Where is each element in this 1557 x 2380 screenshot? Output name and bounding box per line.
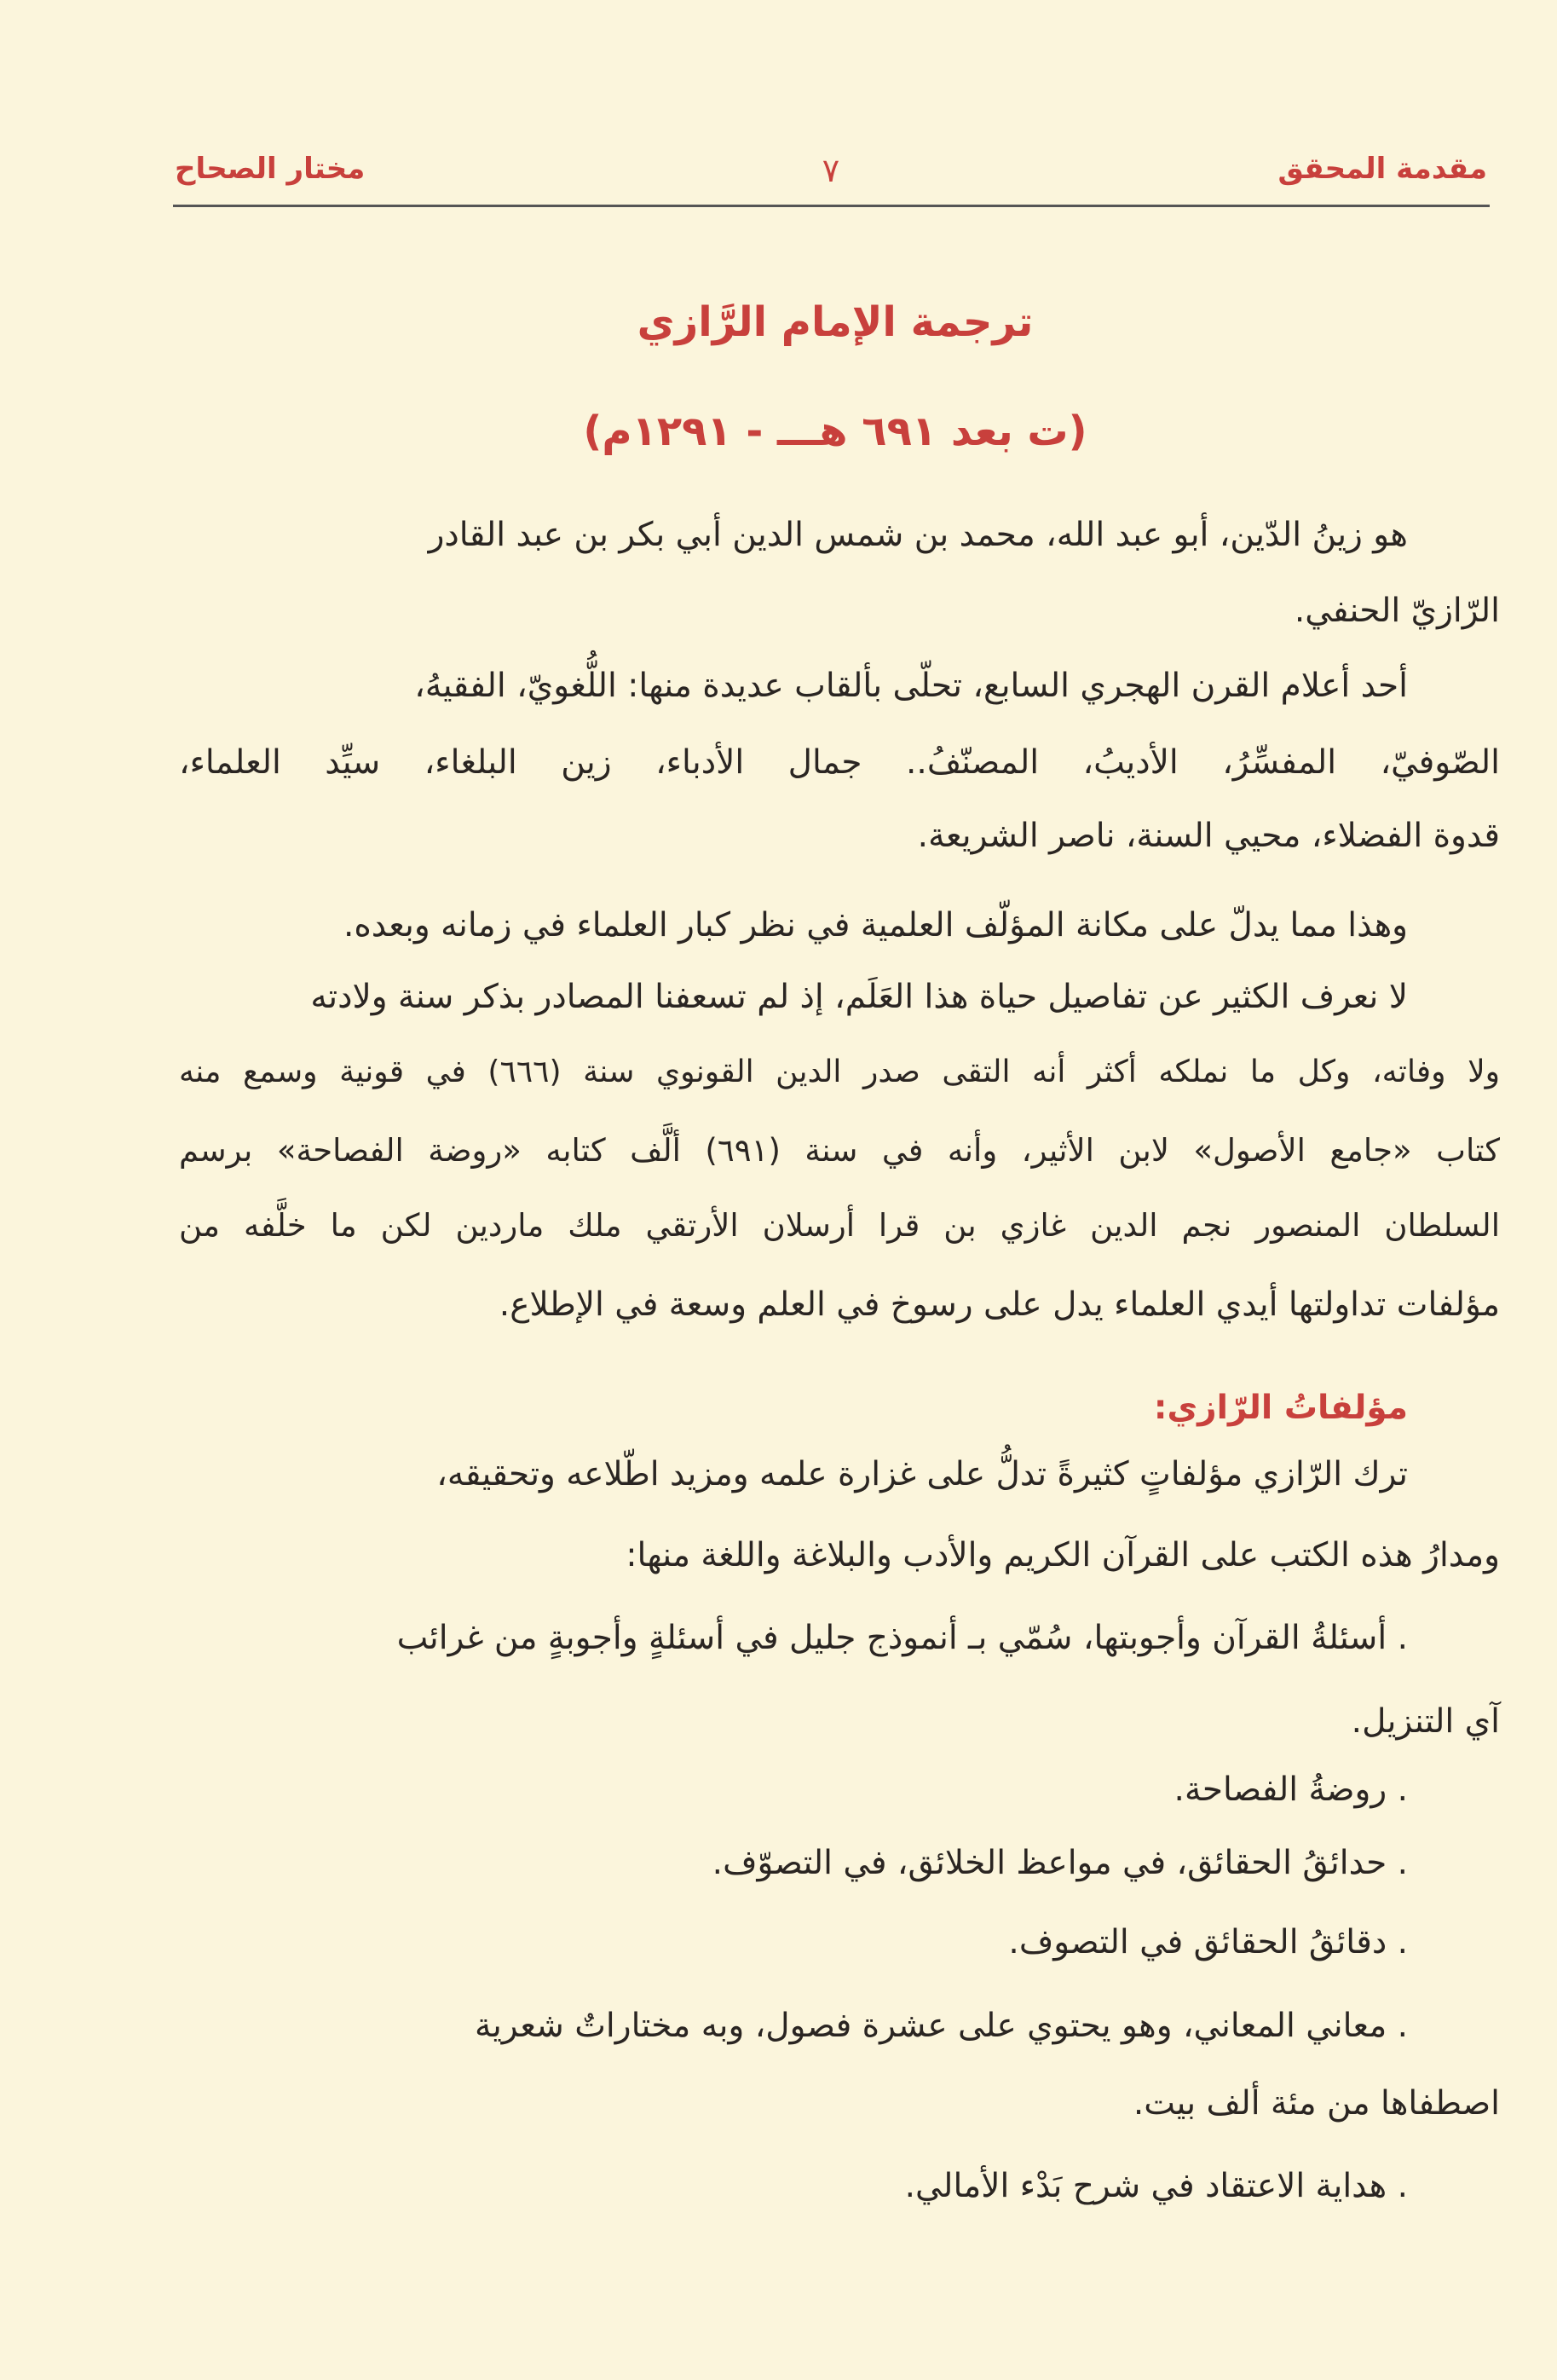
list-item: . روضةُ الفصاحة. (1174, 1771, 1408, 1809)
body-line: وهذا مما يدلّ على مكانة المؤلّف العلمية في نظر كبار العلماء في زمانه وبعده. (343, 906, 1408, 944)
list-item: . معاني المعاني، وهو يحتوي على عشرة فصول، وبه مختاراتٌ شعرية (475, 2007, 1408, 2045)
body-line: الرّازيّ الحنفي. (1294, 592, 1500, 630)
list-item-continued: اصطفاها من مئة ألف بيت. (1133, 2084, 1500, 2123)
list-item-continued: آي التنزيل. (1351, 1702, 1500, 1741)
body-line: قدوة الفضلاء، محيي السنة، ناصر الشريعة. (917, 817, 1500, 855)
body-line: السلطان المنصور نجم الدين غازي بن قرا أرسلان الأرتقي ملك ماردين لكن ما خلَّفه من (179, 1207, 1500, 1244)
page-subtitle: (ت بعد ٦٩١ هـــ - ١٢٩١م) (583, 407, 1087, 455)
body-line: أحد أعلام القرن الهجري السابع، تحلّى بألقاب عديدة منها: اللُّغويّ، الفقيهُ، (414, 667, 1408, 705)
body-line: مؤلفات تداولتها أيدي العلماء يدل على رسوخ في العلم وسعة في الإطلاع. (499, 1285, 1500, 1324)
list-item: . دقائقُ الحقائق في التصوف. (1008, 1923, 1408, 1961)
section-heading: مؤلفاتُ الرّازي: (1153, 1389, 1408, 1427)
page-number: ٧ (822, 152, 840, 189)
body-line: ولا وفاته، وكل ما نملكه أكثر أنه التقى صدر الدين القونوي سنة (٦٦٦) في قونية وسمع منه (179, 1054, 1500, 1089)
header-rule (173, 205, 1490, 207)
body-line: ترك الرّازي مؤلفاتٍ كثيرةً تدلُّ على غزارة علمه ومزيد اطّلاعه وتحقيقه، (436, 1455, 1408, 1493)
body-line: الصّوفيّ، المفسِّرُ، الأديبُ، المصنّفُ.. جمال الأدباء، زين البلغاء، سيِّد العلماء، (179, 743, 1500, 782)
running-header-book-title: مختار الصحاح (175, 152, 366, 186)
body-line: ومدارُ هذه الكتب على القرآن الكريم والأدب والبلاغة واللغة منها: (626, 1536, 1500, 1574)
page-title: ترجمة الإمام الرَّازي (637, 298, 1034, 346)
list-item: . حدائقُ الحقائق، في مواعظ الخلائق، في التصوّف. (712, 1844, 1408, 1882)
body-line: هو زينُ الدّين، أبو عبد الله، محمد بن شمس الدين أبي بكر بن عبد القادر (428, 516, 1408, 554)
body-line: كتاب «جامع الأصول» لابن الأثير، وأنه في سنة (٦٩١) ألَّف كتابه «روضة الفصاحة» برسم (179, 1132, 1500, 1169)
running-header-section: مقدمة المحقق (1277, 152, 1487, 186)
list-item: . أسئلةُ القرآن وأجوبتها، سُمّي بـ أنموذج جليل في أسئلةٍ وأجوبةٍ من غرائب (396, 1619, 1408, 1657)
body-line: لا نعرف الكثير عن تفاصيل حياة هذا العَلَم، إذ لم تسعفنا المصادر بذكر سنة ولادته (310, 978, 1408, 1016)
list-item: . هداية الاعتقاد في شرح بَدْء الأمالي. (904, 2167, 1408, 2205)
